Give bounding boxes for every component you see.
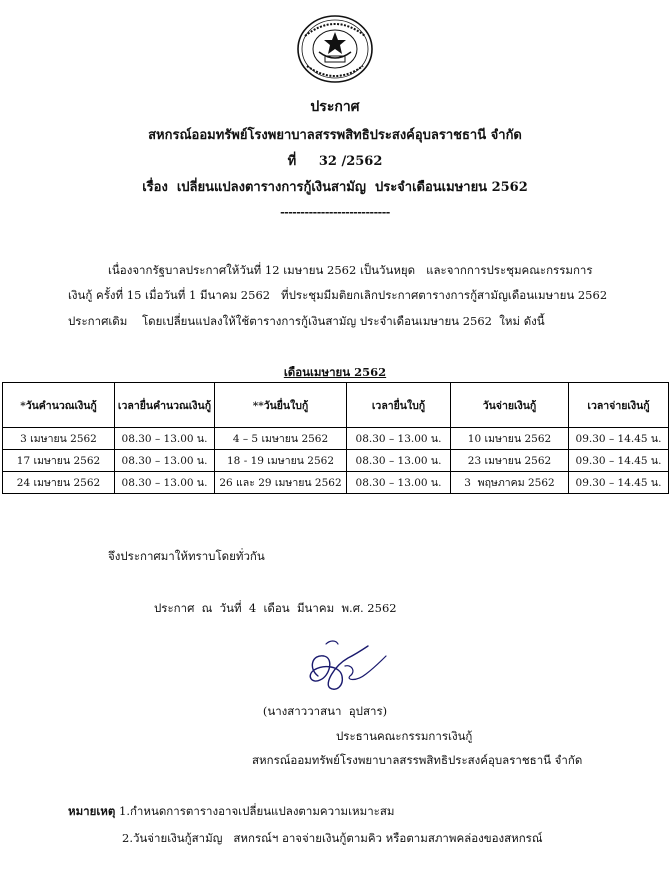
table-cell: 23 เมษายน 2562 [451, 450, 569, 472]
col-header-calc-time: เวลายื่นคำนวณเงินกู้ [115, 383, 215, 428]
table-cell: 08.30 – 13.00 น. [115, 472, 215, 494]
announcement-date: ประกาศ ณ วันที่ 4 เดือน มีนาคม พ.ศ. 2562 [154, 601, 397, 615]
table-cell: 10 เมษายน 2562 [451, 428, 569, 450]
col-header-pay-time: เวลาจ่ายเงินกู้ [569, 383, 669, 428]
note-item-1 [68, 803, 394, 821]
table-cell: 26 และ 29 เมษายน 2562 [215, 472, 347, 494]
col-header-calc-date: *วันคำนวณเงินกู้ [3, 383, 115, 428]
note-text-1: 1.กำหนดการตารางอาจเปลี่ยนแปลงตามความเหมาะสม [115, 804, 395, 818]
table-cell: 08.30 – 13.00 น. [347, 450, 451, 472]
handwritten-signature [290, 636, 390, 702]
table-row [3, 450, 669, 472]
table-header-row [3, 383, 669, 428]
table-cell: 09.30 – 14.45 น. [569, 472, 669, 494]
signatory-organization: สหกรณ์ออมทรัพย์โรงพยาบาลสรรพสิทธิประสงค์อุบลราชธานี จำกัด [252, 753, 583, 767]
table-cell: 17 เมษายน 2562 [3, 450, 115, 472]
cooperative-seal-logo [295, 14, 375, 84]
table-caption [0, 364, 670, 382]
organization-name: สหกรณ์ออมทรัพย์โรงพยาบาลสรรพสิทธิประสงค์อุบลราชธานี จำกัด [148, 128, 522, 143]
col-header-pay-date: วันจ่ายเงินกู้ [451, 383, 569, 428]
table-caption-text: เดือนเมษายน 2562 [283, 365, 387, 379]
title-divider: --------------------------- [280, 206, 390, 219]
table-cell: 08.30 – 13.00 น. [115, 450, 215, 472]
note-label: หมายเหตุ [68, 804, 116, 818]
table-cell: 08.30 – 13.00 น. [115, 428, 215, 450]
body-line-1: เนื่องจากรัฐบาลประกาศให้วันที่ 12 เมษายน 2562 เป็นวันหยุด และจากการประชุมคณะกรรมการ [108, 263, 593, 277]
table-cell: 18 - 19 เมษายน 2562 [215, 450, 347, 472]
table-cell: 09.30 – 14.45 น. [569, 428, 669, 450]
col-header-submit-time: เวลายื่นใบกู้ [347, 383, 451, 428]
table-cell: 4 – 5 เมษายน 2562 [215, 428, 347, 450]
table-row [3, 472, 669, 494]
announcement-number: ที่ 32 /2562 [287, 154, 383, 169]
closing-statement: จึงประกาศมาให้ทราบโดยทั่วกัน [108, 549, 265, 563]
body-line-2: เงินกู้ ครั้งที่ 15 เมื่อวันที่ 1 มีนาคม 2562 ที่ประชุมมีมติยกเลิกประกาศตารางการกู้สามัญเดือนเมษายน 2562 [68, 288, 608, 302]
note-item-2: 2.วันจ่ายเงินกู้สามัญ สหกรณ์ฯ อาจจ่ายเงินกู้ตามคิว หรือตามสภาพคล่องของสหกรณ์ [122, 831, 543, 845]
table-cell: 3 พฤษภาคม 2562 [451, 472, 569, 494]
table-cell: 24 เมษายน 2562 [3, 472, 115, 494]
table-row [3, 428, 669, 450]
announcement-subject: เรื่อง เปลี่ยนแปลงตารางการกู้เงินสามัญ ประจำเดือนเมษายน 2562 [142, 180, 528, 195]
announcement-title: ประกาศ [310, 99, 360, 115]
signatory-name: (นางสาววาสนา อุปสาร) [262, 704, 388, 718]
table-cell: 3 เมษายน 2562 [3, 428, 115, 450]
table-cell: 08.30 – 13.00 น. [347, 428, 451, 450]
loan-schedule-table [2, 382, 669, 494]
table-cell: 09.30 – 14.45 น. [569, 450, 669, 472]
table-cell: 08.30 – 13.00 น. [347, 472, 451, 494]
signatory-position: ประธานคณะกรรมการเงินกู้ [336, 729, 473, 743]
col-header-submit-date: **วันยื่นใบกู้ [215, 383, 347, 428]
body-line-3: ประกาศเดิม โดยเปลี่ยนแปลงให้ใช้ตารางการกู้เงินสามัญ ประจำเดือนเมษายน 2562 ใหม่ ดังนี้ [68, 314, 545, 328]
